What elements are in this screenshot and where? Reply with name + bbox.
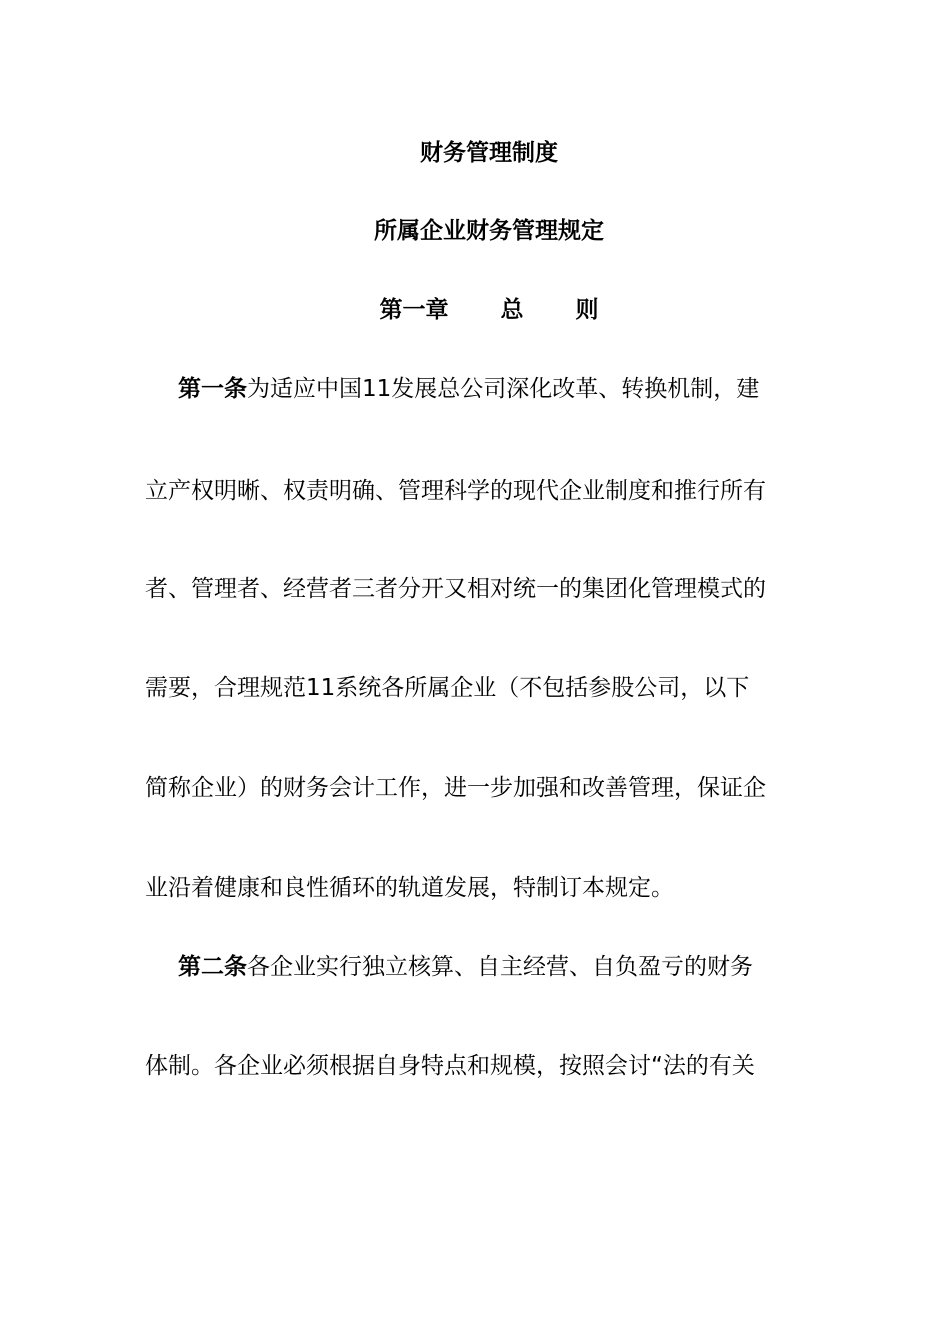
chapter-heading [0, 295, 950, 325]
article-2-line-2: 体制。各企业必须根据自身特点和规模，按照会讨“法的有关 [145, 1053, 755, 1079]
article-1-line-3: 者、管理者、经营者三者分开又相对统一的集团化管理模式的 [145, 576, 766, 602]
chapter-number: 第一章 [379, 297, 449, 323]
article-2-label: 第二条 [178, 954, 247, 980]
article-1-line-1 [178, 374, 878, 404]
article-1-line-2: 立产权明晰、权责明确、管理科学的现代企业制度和推行所有 [145, 478, 766, 504]
chapter-name-part1: 总 [500, 297, 524, 323]
document-subtitle: 所属企业财务管理规定 [374, 218, 604, 244]
article-2-text-1: 各企业实行独立核算、自主经营、自负盈亏的财务 [247, 954, 753, 980]
article-1-line-6: 业沿着健康和良性循环的轨道发展，特制订本规定。 [145, 875, 674, 901]
article-1-label: 第一条 [178, 376, 247, 402]
document-title: 财务管理制度 [420, 140, 558, 166]
article-1-line-4: 需要，合理规范11系统各所属企业（不包括参股公司，以下 [145, 675, 750, 701]
article-1-text-1: 为适应中国11发展总公司深化改革、转换机制，建 [247, 376, 760, 402]
chapter-name-part2: 则 [575, 297, 599, 323]
article-2-line-1 [178, 952, 878, 982]
article-1-line-5: 简称企业）的财务会计工作，进一步加强和改善管理，保证企 [145, 775, 766, 801]
